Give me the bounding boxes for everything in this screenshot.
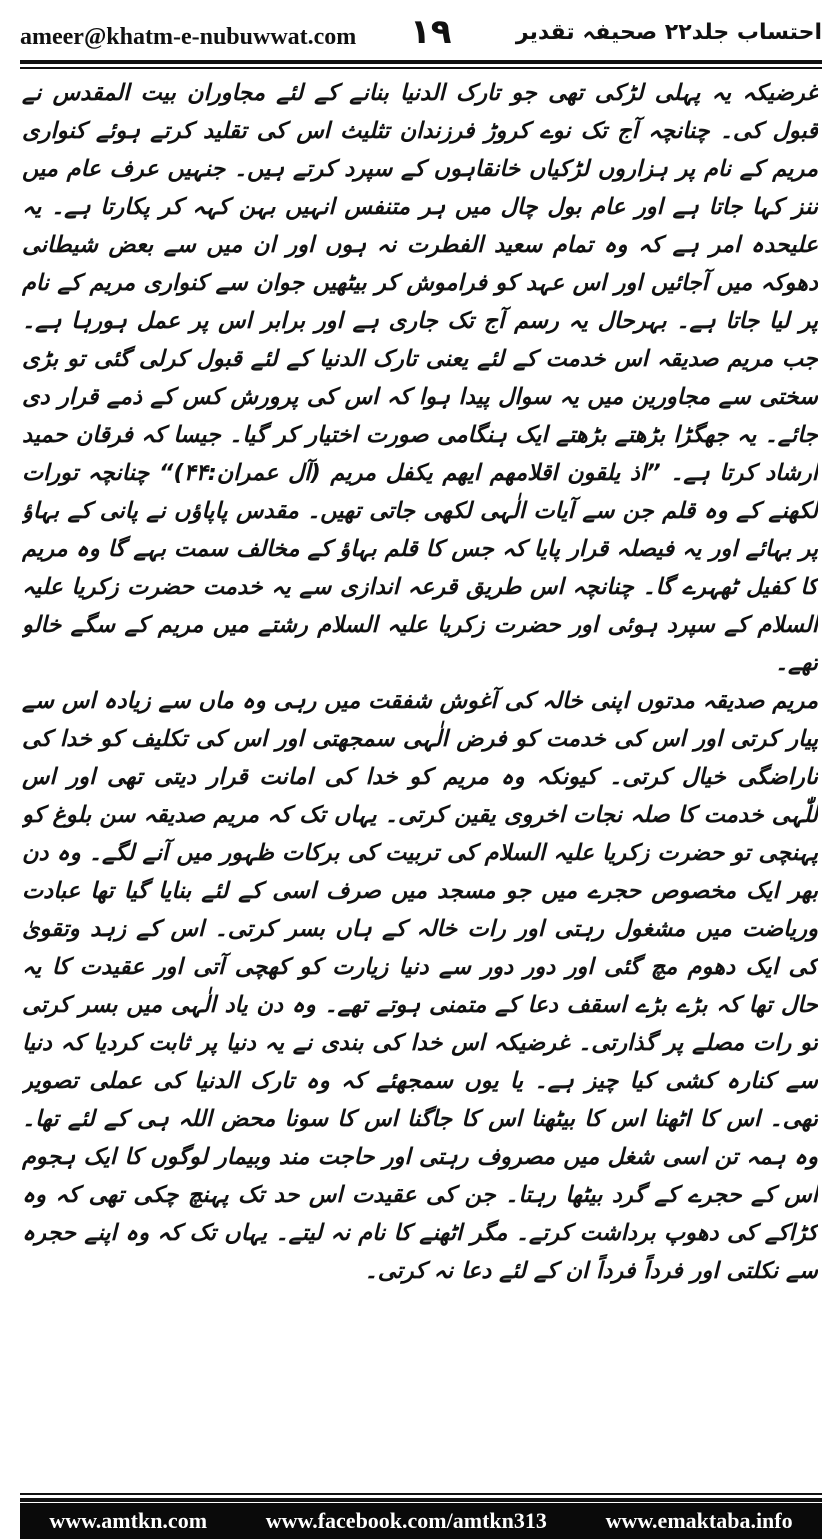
paragraph-2: مریم صدیقہ مدتوں اپنی خالہ کی آغوش شفقت میں رہی وہ ماں سے زیادہ اس سے پیار کرتی اور اس کی خدمت کو فرض الٰہی سمجھتی اور اس کی تکلیف کو خدا کی ناراضگی خیال کرتی۔ کیونکہ وہ مریم کو خدا کی امانت قرار دیتی تھی اور اس للّٰہی خدمت کا صلہ نجات اخروی یقین کرتی۔ یہاں تک کہ مریم صدیقہ سن بلوغ کو پہنچی تو حضرت زکریا علیہ السلام کی تربیت کی برکات ظہور میں آنے لگے۔ وہ دن بھر ایک مخصوص حجرے میں جو مسجد میں صرف اسی کے لئے بنایا گیا تھا عبادت وریاضت میں مشغول رہتی اور رات خالہ کے ہاں بسر کرتی۔ اس کے زہد وتقویٰ کی ایک دھوم مچ گئی اور دور دور سے دنیا زیارت کو کھچی آتی اور عقیدت کا یہ حال تھا کہ بڑے بڑے اسقف دعا کے متمنی ہوتے تھے۔ وہ دن یاد الٰہی میں بسر کرتی تو رات مصلے پر گذارتی۔ غرضیکہ اس خدا کی بندی نے یہ دنیا پر ثابت کردیا کہ دنیا سے کنارہ کشی کیا چیز ہے۔ یا یوں سمجھئے کہ وہ تارک الدنیا کی عملی تصویر تھی۔ اس کا اٹھنا اس کا بیٹھنا اس کا جاگنا اس کا سونا محض اللہ ہی کے لئے تھا۔ وہ ہمہ تن اسی شغل میں مصروف رہتی اور حاجت مند وبیمار لوگوں کا ایک ہجوم اس کے حجرے کے گرد بیٹھا رہتا۔ جن کی عقیدت اس حد تک پہنچ چکی تھی کہ وہ کڑاکے کی دھوپ برداشت کرتے۔ مگر اٹھنے کا نام نہ لیتے۔ یہاں تک کہ وہ اپنے حجرہ سے نکلتی اور فرداً فرداً ان کے لئے دعا نہ کرتی۔ [22, 688, 818, 1284]
paragraph-1: غرضیکہ یہ پہلی لڑکی تھی جو تارک الدنیا بنانے کے لئے مجاوران بیت المقدس نے قبول کی۔ چنانچہ آج تک نوے کروڑ فرزندان تثلیث اس کی تقلید کرتے ہوئے کنواری مریم کے نام پر ہزاروں لڑکیاں خانقاہوں کے سپرد کرتے ہیں۔ جنہیں عرف عام میں ننز کہا جاتا ہے اور عام بول چال میں ہر متنفس انہیں بہن کہہ کر پکارتا ہے۔ یہ علیحدہ امر ہے کہ وہ تمام سعید الفطرت نہ ہوں اور ان میں سے بعض شیطانی دھوکہ میں آجائیں اور اس عہد کو فراموش کر بیٹھیں جوان سے کنواری مریم کے نام پر لیا جاتا ہے۔ بہرحال یہ رسم آج تک جاری ہے اور برابر اس پر عمل ہورہا ہے۔ جب مریم صدیقہ اس خدمت کے لئے یعنی تارک الدنیا کے لئے قبول کرلی گئی تو بڑی سختی سے مجاورین میں یہ سوال پیدا ہوا کہ اس کی پرورش کس کے ذمے قرار دی جائے۔ یہ جھگڑا بڑھتے بڑھتے ایک ہنگامی صورت اختیار کر گیا۔ جیسا کہ فرقان حمید ارشاد کرتا ہے۔ ”اذ یلقون اقلامھم ایھم یکفل مریم (آل عمران:۴۴)“ چنانچہ تورات لکھنے کے وہ قلم جن سے آیات الٰہی لکھی جاتی تھیں۔ مقدس پاپاؤں نے پانی کے بہاؤ پر بہائے اور یہ فیصلہ قرار پایا کہ جس کا قلم بہاؤ کے مخالف سمت بہے گا وہ مریم کا کفیل ٹھہرے گا۔ چنانچہ اس طریق قرعہ اندازی سے یہ خدمت حضرت زکریا علیہ السلام کے سپرد ہوئی اور حضرت زکریا علیہ السلام رشتے میں مریم کے سگے خالو تھے۔ [22, 80, 818, 676]
footer-bar [20, 1503, 822, 1539]
page-number: ۱۹ [410, 12, 452, 52]
page-header [20, 10, 822, 62]
header-divider-thick [20, 60, 822, 64]
body-text [22, 74, 818, 1464]
header-email[interactable]: ameer@khatm-e-nubuwwat.com [20, 24, 357, 50]
footer-divider-thin [20, 1493, 822, 1495]
footer-link-facebook[interactable]: www.facebook.com/amtkn313 [265, 1508, 547, 1533]
footer-divider-thick [20, 1498, 822, 1502]
footer-link-website[interactable]: www.amtkn.com [49, 1508, 208, 1533]
footer-link-emaktaba[interactable]: www.emaktaba.info [605, 1508, 793, 1533]
header-divider-thin [20, 67, 822, 69]
book-title: احتساب جلد۲۲ صحیفہ تقدیر [515, 20, 822, 45]
